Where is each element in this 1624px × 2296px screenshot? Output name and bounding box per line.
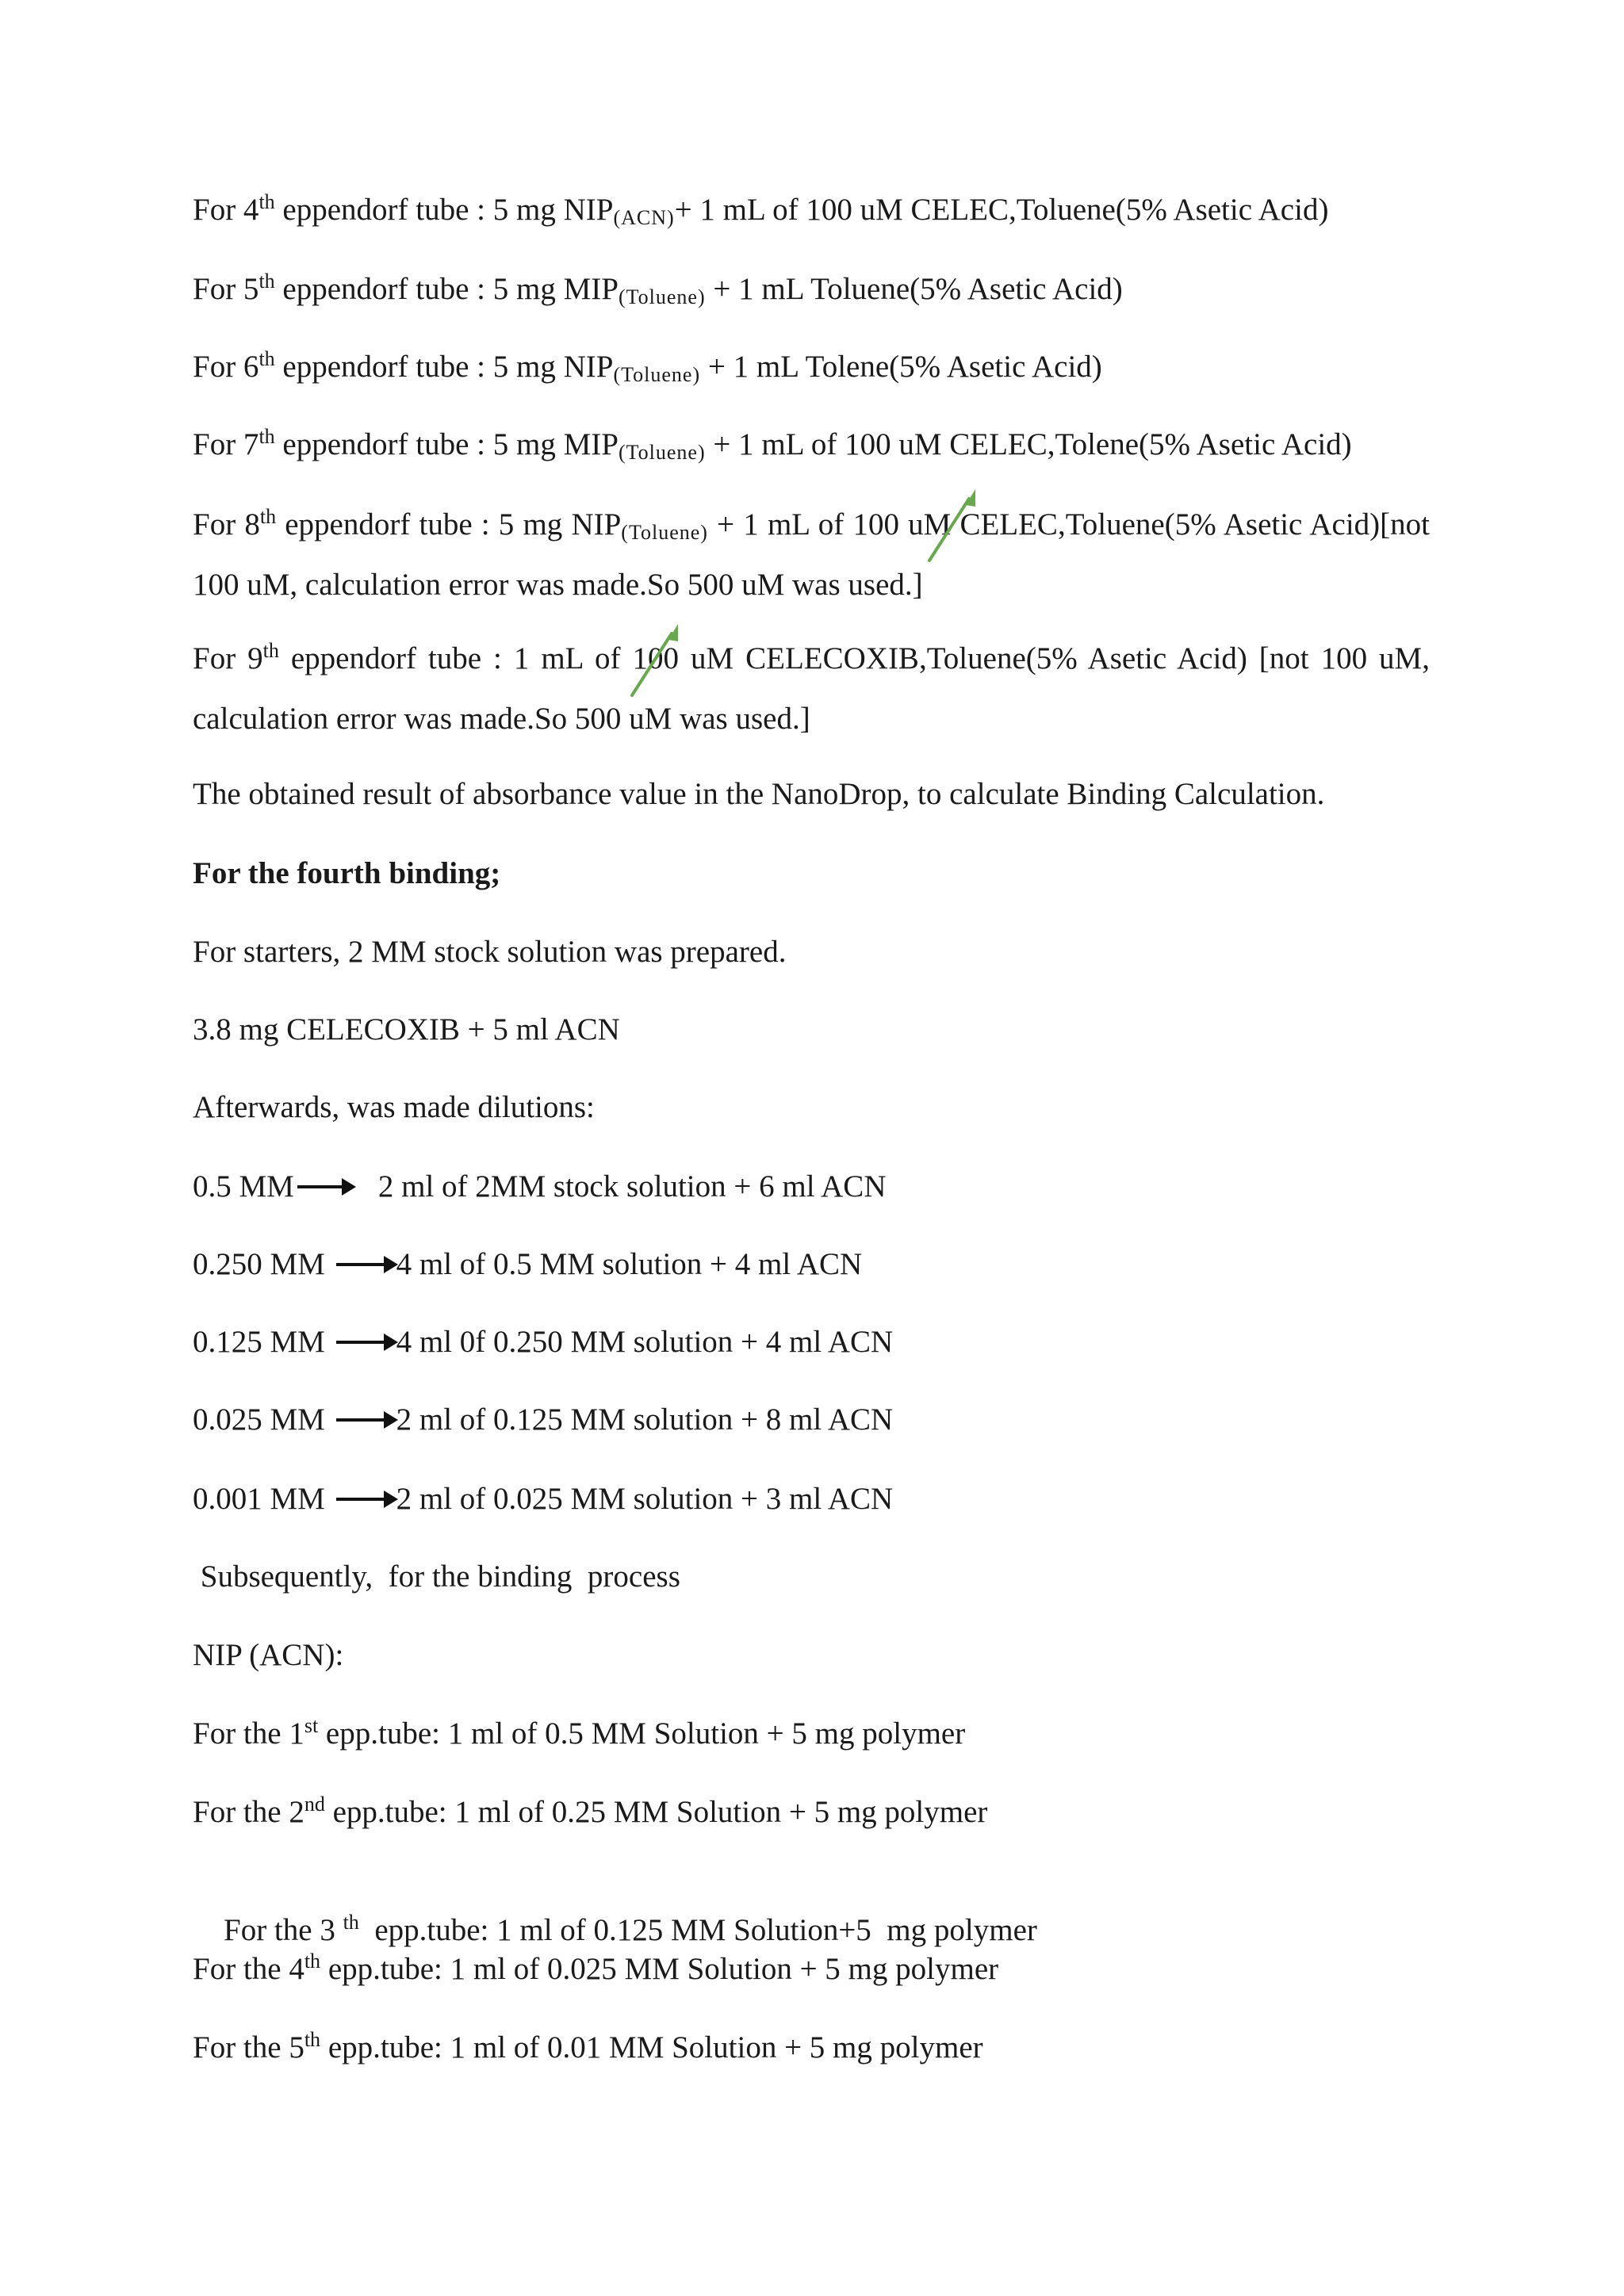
annotation-arrow-icon [622,622,686,702]
dilution-recipe: 4 ml of 0.5 MM solution + 4 ml ACN [396,1247,863,1281]
tube-6-post: + 1 mL Tolene(5% Asetic Acid) [700,350,1102,384]
tube-6-line [193,347,1102,390]
dilution-concentration: 0.250 MM [193,1247,325,1281]
tube-4-line [193,190,1328,233]
tube-9-pre: For 9 [193,641,263,675]
dilution-recipe: 2 ml of 2MM stock solution + 6 ml ACN [377,1169,887,1203]
stock-recipe: 3.8 mg CELECOXIB + 5 ml ACN [193,1012,620,1047]
tube-7-line [193,425,1352,468]
tube-8-pre: For 8 [193,507,260,541]
epp-tube-pre: For the 1 [193,1716,304,1751]
dilution-recipe: 2 ml of 0.025 MM solution + 3 ml ACN [396,1482,894,1516]
tube-6-sub: (Toluene) [613,363,701,386]
dilutions-intro: Afterwards, was made dilutions: [193,1090,595,1124]
stock-solution-text: For starters, 2 MM stock solution was prepared. [193,935,787,969]
right-arrow-icon [336,1418,393,1422]
tube-6-sup: th [259,347,275,370]
right-arrow-icon [336,1498,393,1501]
right-arrow-icon [336,1341,393,1344]
tube-7-mid: eppendorf tube : 5 mg MIP [274,427,619,461]
epp-tube-line [193,1950,998,1992]
nanodrop-paragraph: The obtained result of absorbance value in the NanoDrop, to calculate Binding Calculation. [193,777,1325,811]
tube-7-sub: (Toluene) [618,441,706,464]
epp-tube-post: epp.tube: 1 ml of 0.125 MM Solution+5 mg polymer [358,1913,1037,1947]
section-heading: For the fourth binding; [193,856,501,890]
epp-tube-post: epp.tube: 1 ml of 0.25 MM Solution + 5 mg polymer [324,1795,988,1829]
tube-5-pre: For 5 [193,272,259,306]
dilution-concentration: 0.001 MM [193,1482,325,1516]
dilution-recipe: 4 ml 0f 0.250 MM solution + 4 ml ACN [396,1325,894,1359]
dilution-concentration: 0.125 MM [193,1325,325,1359]
epp-tube-post: epp.tube: 1 ml of 0.5 MM Solution + 5 mg polymer [318,1716,966,1751]
tube-9-post: eppendorf tube : 1 mL of 100 uM CELECOXIB,Toluene(5% Asetic Acid) [not 100 uM, calculation error was made.So 500 uM was used.] [193,641,1430,736]
tube-8-sub: (Toluene) [621,521,708,544]
dilution-row [193,1322,893,1362]
nip-heading: NIP (ACN): [193,1638,344,1672]
tube-7-pre: For 7 [193,427,259,461]
tube-8-paragraph [193,496,1430,614]
tube-5-post: + 1 mL Toluene(5% Asetic Acid) [705,272,1123,306]
dilution-row [193,1245,862,1284]
tube-7-sup: th [259,425,275,448]
right-arrow-icon [336,1263,393,1266]
dilution-concentration: 0.5 MM [193,1169,294,1203]
tube-8-mid: eppendorf tube : 5 mg NIP [276,507,622,541]
tube-6-mid: eppendorf tube : 5 mg NIP [274,350,614,384]
dilution-row [193,1400,893,1440]
epp-tube-sup: st [304,1714,319,1737]
tube-5-mid: eppendorf tube : 5 mg MIP [274,272,619,306]
dilution-concentration: 0.025 MM [193,1402,325,1437]
epp-tube-line [193,1714,965,1757]
tube-4-sup: th [259,190,275,213]
epp-tube-pre: For the 4 [193,1952,304,1986]
epp-tube-line [193,1793,987,1835]
tube-5-sup: th [259,270,275,293]
annotation-arrow-icon [920,488,983,567]
tube-4-pre: For 4 [193,193,259,227]
tube-5-line [193,270,1123,312]
epp-tube-pre: For the 2 [193,1795,304,1829]
right-arrow-icon [297,1185,351,1188]
tube-6-pre: For 6 [193,350,259,384]
tube-8-post: + 1 mL of 100 uM CELEC,Toluene(5% Asetic Acid)[not 100 uM, calculation error was made.So 500 uM was used.] [193,507,1430,602]
tube-5-sub: (Toluene) [618,285,706,308]
tube-8-sup: th [259,505,277,528]
epp-tube-post: epp.tube: 1 ml of 0.01 MM Solution + 5 mg polymer [320,2030,983,2064]
tube-9-sup: th [262,639,279,662]
epp-tube-sup: th [304,2028,321,2051]
epp-tube-line [193,2028,983,2071]
epp-tube-sup: th [343,1911,359,1934]
epp-tube-post: epp.tube: 1 ml of 0.025 MM Solution + 5 mg polymer [320,1952,999,1986]
tube-4-sub: (ACN) [613,206,675,229]
epp-tube-sup: th [304,1950,321,1973]
epp-tube-sup: nd [304,1793,325,1816]
epp-tube-pre: For the 3 [224,1913,343,1947]
dilution-row [193,1479,893,1519]
tube-9-paragraph [193,630,1430,748]
tube-4-mid: eppendorf tube : 5 mg NIP [274,193,614,227]
tube-4-post: + 1 mL of 100 uM CELEC,Toluene(5% Asetic Acid) [674,193,1329,227]
dilution-recipe: 2 ml of 0.125 MM solution + 8 ml ACN [396,1402,894,1437]
epp-tube-pre: For the 5 [193,2030,304,2064]
dilution-row [193,1167,886,1207]
tube-7-post: + 1 mL of 100 uM CELEC,Tolene(5% Asetic Acid) [705,427,1352,461]
binding-intro: Subsequently, for the binding process [193,1559,680,1594]
